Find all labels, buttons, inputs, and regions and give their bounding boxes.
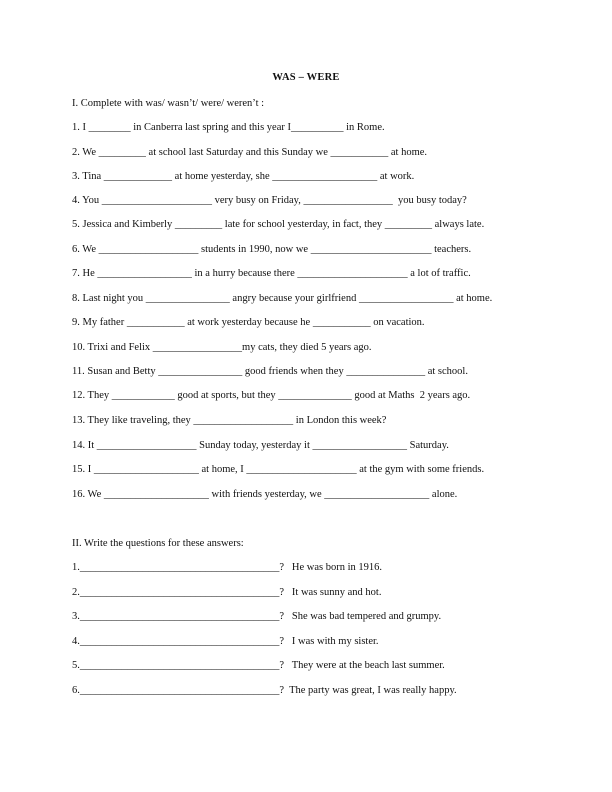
exercise-item-3: 3. Tina _____________ at home yesterday, she ____________________ at work. — [72, 171, 415, 182]
section2-heading: II. Write the questions for these answers: — [72, 538, 244, 549]
exercise-item-2: 2. We _________ at school last Saturday and this Sunday we ___________ at home. — [72, 147, 428, 158]
question-item-3: 3.______________________________________? She was bad tempered and grumpy. — [72, 611, 442, 622]
exercise-item-4: 4. You _____________________ very busy on Friday, _________________ you busy today? — [72, 195, 467, 206]
exercise-item-13: 13. They like traveling, they ___________________ in London this week? — [72, 415, 387, 426]
question-item-4: 4.______________________________________? I was with my sister. — [72, 636, 379, 647]
question-item-6: 6.______________________________________? The party was great, I was really happy. — [72, 685, 457, 696]
question-item-2: 2.______________________________________? It was sunny and hot. — [72, 587, 382, 598]
section1-heading: I. Complete with was/ wasn’t/ were/ weren’t : — [72, 98, 265, 109]
exercise-item-11: 11. Susan and Betty ________________ good friends when they _______________ at school. — [72, 366, 468, 377]
exercise-item-7: 7. He __________________ in a hurry because there _____________________ a lot of traffic. — [72, 268, 471, 279]
exercise-item-14: 14. It ___________________ Sunday today, yesterday it __________________ Saturday. — [72, 440, 449, 451]
question-item-5: 5.______________________________________? They were at the beach last summer. — [72, 660, 445, 671]
question-item-1: 1.______________________________________? He was born in 1916. — [72, 562, 383, 573]
exercise-item-12: 12. They ____________ good at sports, but they ______________ good at Maths 2 years ago. — [72, 390, 471, 401]
exercise-item-8: 8. Last night you ________________ angry because your girlfriend __________________ at home. — [72, 293, 493, 304]
exercise-item-5: 5. Jessica and Kimberly _________ late for school yesterday, in fact, they _________ always late. — [72, 219, 485, 230]
page-title: WAS – WERE — [272, 72, 340, 83]
exercise-item-10: 10. Trixi and Felix _________________my cats, they died 5 years ago. — [72, 342, 372, 353]
exercise-item-15: 15. I ____________________ at home, I _____________________ at the gym with some friends. — [72, 464, 485, 475]
exercise-item-16: 16. We ____________________ with friends yesterday, we ____________________ alone. — [72, 489, 458, 500]
exercise-item-1: 1. I ________ in Canberra last spring and this year I__________ in Rome. — [72, 122, 385, 133]
exercise-item-6: 6. We ___________________ students in 1990, now we _______________________ teachers. — [72, 244, 472, 255]
exercise-item-9: 9. My father ___________ at work yesterday because he ___________ on vacation. — [72, 317, 425, 328]
